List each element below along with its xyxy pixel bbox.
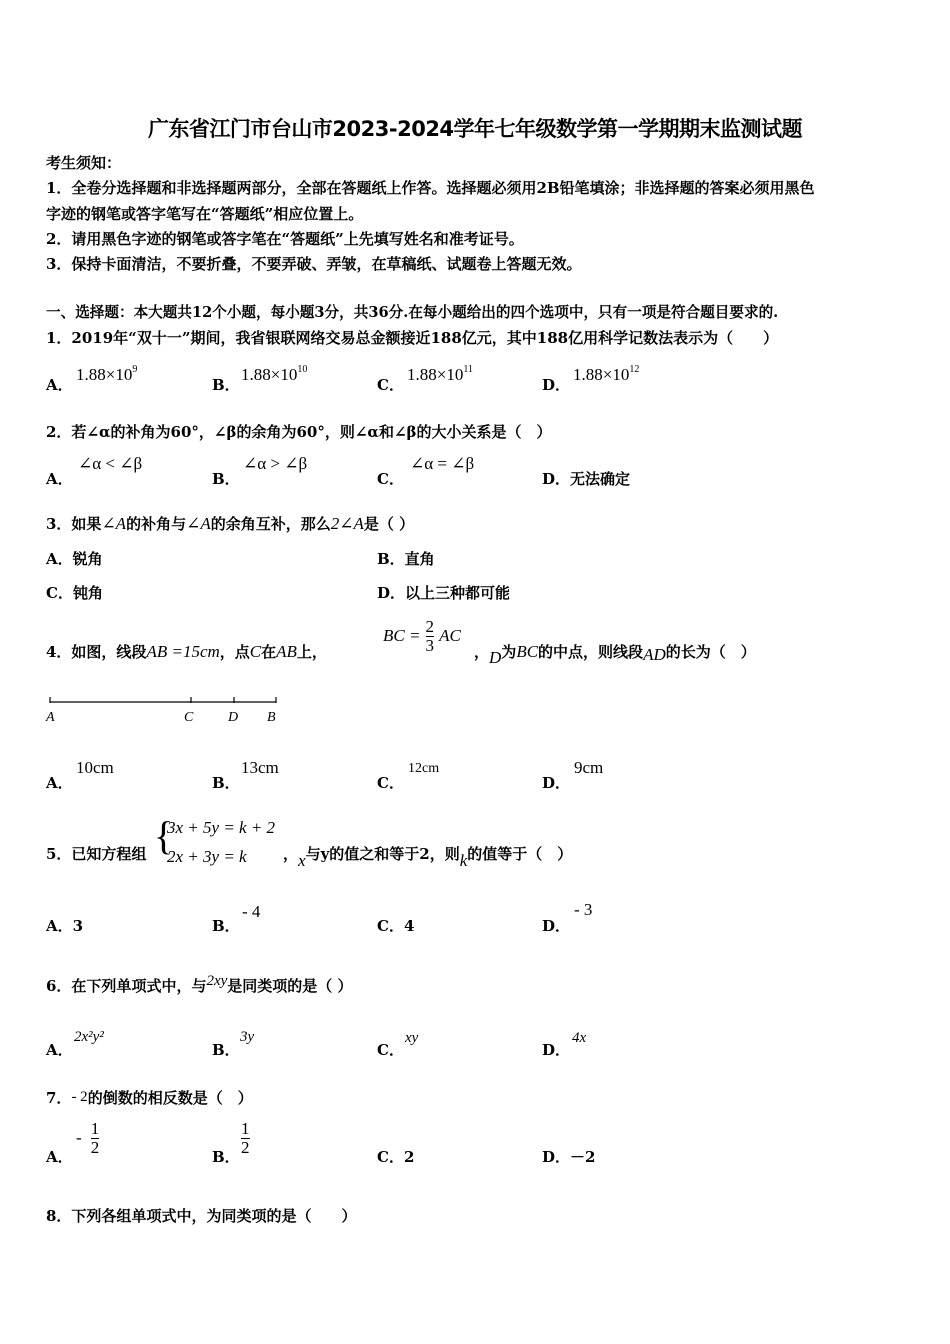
q1-option-d: $1.88\times 10^{12}$: [573, 364, 640, 384]
question-5-stem-part2: ，x与y的值之和等于2，则k的值等于（ ）: [283, 845, 573, 870]
point-label-a: A: [46, 710, 55, 725]
question-7-stem: 7．- 2的倒数的相反数是（ ）: [46, 1089, 253, 1107]
question-1-stem: 1．2019年“双十一”期间，我省银联网络交易总金额接近188亿元，其中188亿用科学记数法表示为（ ）: [46, 329, 779, 347]
q3-option-a: A．锐角: [46, 550, 103, 568]
q5-option-c: C．4: [377, 917, 415, 935]
q4-option-d-label: D．: [542, 774, 571, 792]
q7-option-b: $\frac{1}{2}$: [241, 1119, 250, 1157]
q3-option-c: C．钝角: [46, 584, 103, 602]
q2-option-a-label: A．: [46, 470, 73, 488]
notice-line: 3．保持卡面清洁，不要折叠，不要弄破、弄皱，在草稿纸、试题卷上答题无效。: [46, 255, 582, 273]
equation-2: 2x + 3y = k: [167, 847, 247, 866]
question-2-stem: 2．若∠α的补角为60°，∠β的余角为60°，则∠α和∠β的大小关系是（ ）: [46, 423, 552, 441]
q2-option-b: ∠α > ∠β: [243, 454, 308, 473]
point-label-b: B: [267, 710, 276, 725]
notice-line: 字迹的钢笔或答字笔写在“答题纸”相应位置上。: [46, 205, 364, 223]
q1-option-a: $1.88\times 10^9$: [76, 364, 138, 384]
point-label-d: D: [228, 710, 239, 725]
q4-option-d: 9cm: [574, 758, 604, 777]
q6-option-d-label: D．: [542, 1041, 571, 1059]
q7-option-c: C．2: [377, 1148, 415, 1166]
q1-option-b: $1.88\times 10^{10}$: [241, 364, 308, 384]
q5-option-b: - 4: [242, 902, 261, 921]
system-brace: {: [154, 813, 174, 858]
q4-option-a-label: A．: [46, 774, 73, 792]
q6-option-a-label: A．: [46, 1041, 73, 1059]
q7-option-b-label: B．: [212, 1148, 240, 1166]
q6-option-a: 2x²y²: [74, 1029, 104, 1045]
question-6-stem: 6．在下列单项式中，与2xy是同类项的是（ ）: [46, 973, 353, 995]
question-3-stem: 3．如果∠A的补角与∠A的余角互补，那么2∠A是（ ）: [46, 514, 415, 533]
q6-option-b-label: B．: [212, 1041, 240, 1059]
q3-option-b: B．直角: [377, 550, 435, 568]
q2-option-a: ∠α < ∠β: [78, 454, 143, 473]
question-8-stem: 8．下列各组单项式中，为同类项的是（ ）: [46, 1207, 357, 1225]
q1-option-d-label: D．: [542, 376, 571, 394]
section-heading: 一、选择题：本大题共12个小题，每小题3分，共36分.在每小题给出的四个选项中，只有一项是符合题目要求的.: [46, 304, 779, 321]
q7-option-d: D．－2: [542, 1148, 596, 1166]
q6-option-c: xy: [405, 1030, 419, 1046]
question-4-stem-part2: ，D为BC的中点，则线段AD的长为（ ）: [474, 642, 756, 667]
notice-line: 1．全卷分选择题和非选择题两部分，全部在答题纸上作答。选择题必须用2B铅笔填涂；非选择题的答案必须用黑色: [46, 179, 815, 197]
q4-option-b: 13cm: [241, 758, 279, 777]
q1-option-c: $1.88\times 10^{11}$: [407, 364, 473, 384]
q4-formula: BC = $\frac{2}{3}$ AC: [383, 617, 461, 655]
q1-option-a-label: A．: [46, 376, 73, 394]
q4-option-c-label: C．: [377, 774, 404, 792]
page-title: 广东省江门市台山市2023-2024学年七年级数学第一学期期末监测试题: [147, 117, 803, 141]
q5-option-a: A．3: [46, 917, 84, 935]
question-5-stem-part1: 5．已知方程组: [46, 845, 147, 863]
q6-option-d: 4x: [572, 1030, 587, 1046]
q7-option-a: - $\frac{1}{2}$: [76, 1119, 100, 1157]
q3-option-d: D．以上三种都可能: [377, 584, 511, 602]
equation-1: 3x + 5y = k + 2: [167, 818, 276, 837]
question-4-stem-part1: 4．如图，线段AB =15cm，点C在AB上，: [46, 642, 327, 661]
notice-heading: 考生须知：: [46, 154, 122, 172]
q5-option-d: - 3: [574, 900, 593, 919]
q1-option-c-label: C．: [377, 376, 404, 394]
notice-line: 2．请用黑色字迹的钢笔或答字笔在“答题纸”上先填写姓名和准考证号。: [46, 230, 524, 248]
q2-option-c-label: C．: [377, 470, 404, 488]
q5-option-b-label: B．: [212, 917, 240, 935]
q2-option-d: D．无法确定: [542, 470, 631, 488]
point-label-c: C: [184, 710, 194, 725]
q6-option-b: 3y: [240, 1029, 255, 1045]
q6-option-c-label: C．: [377, 1041, 404, 1059]
q5-option-d-label: D．: [542, 917, 571, 935]
segment-figure: [40, 690, 290, 730]
q1-option-b-label: B．: [212, 376, 240, 394]
q2-option-b-label: B．: [212, 470, 240, 488]
q7-option-a-label: A．: [46, 1148, 73, 1166]
q4-option-c: 12cm: [408, 761, 440, 776]
q2-option-c: ∠α = ∠β: [410, 454, 475, 473]
q4-option-b-label: B．: [212, 774, 240, 792]
q4-option-a: 10cm: [76, 758, 114, 777]
